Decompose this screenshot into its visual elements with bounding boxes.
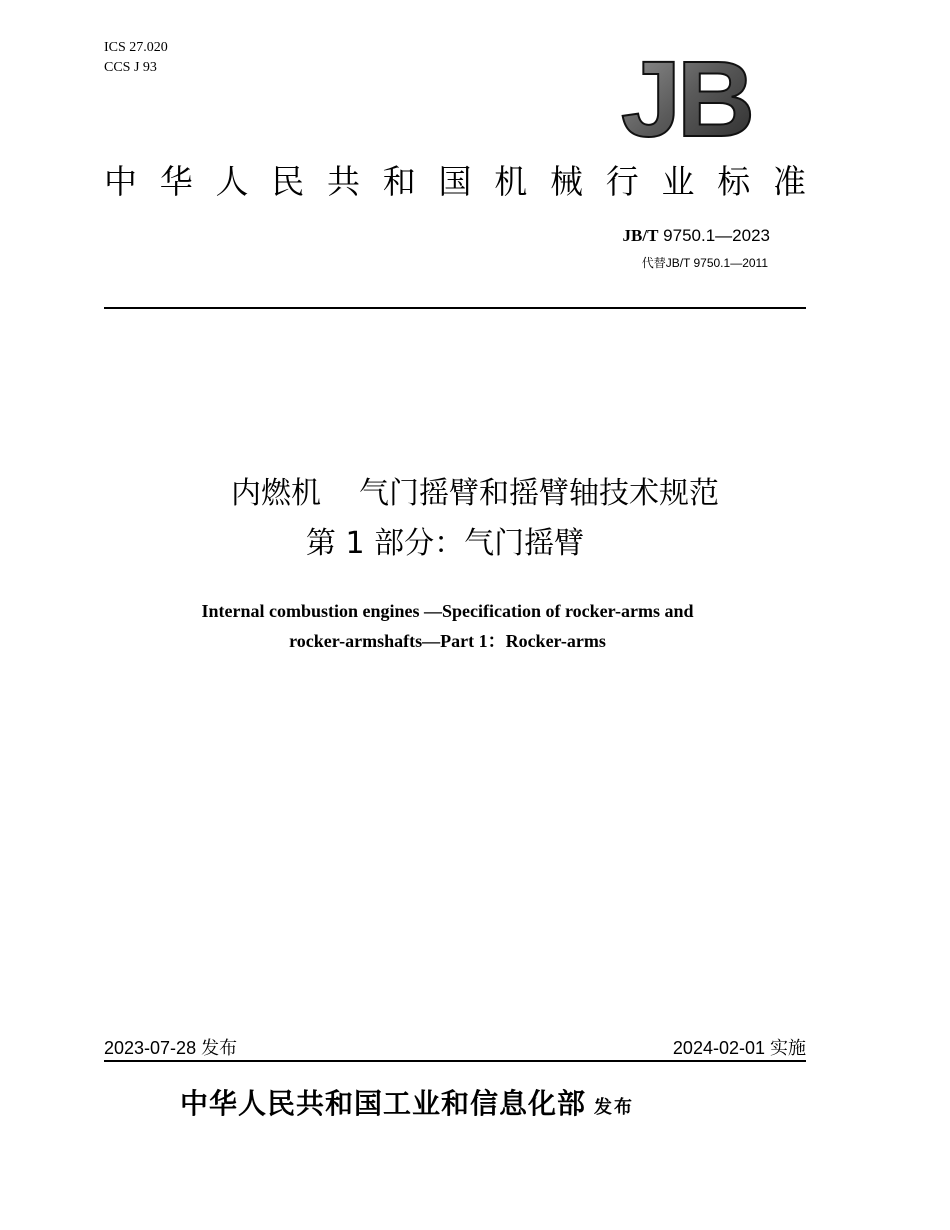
category-char: 民 [271,162,305,201]
classification-codes [104,38,168,78]
title-cn-subject: 内燃机 [231,476,321,511]
jb-logo [604,46,764,146]
title-cn-topic: 气门摇臂和摇臂轴技术规范 [359,476,719,511]
standard-prefix: JB/T [622,226,659,245]
category-char: 准 [773,162,806,201]
top-divider [104,307,806,309]
category-char: 标 [717,162,751,201]
publisher [180,1084,634,1128]
category-char: 行 [605,162,639,201]
category-char: 机 [494,162,528,201]
publisher-name: 中华人民共和国工业和信息化部 [180,1087,587,1120]
category-char: 和 [382,162,416,201]
title-en-line1: Internal combustion engines —Specification of rocker-arms and [201,601,694,621]
bottom-divider [104,1060,806,1062]
ccs-code: CCS J 93 [104,60,157,75]
standard-category [104,160,806,204]
svg-text:JB: JB [620,46,752,146]
category-char: 业 [661,162,695,201]
publisher-suffix: 发布 [594,1097,635,1118]
title-cn-line1 [0,472,950,516]
category-char: 共 [327,162,360,201]
category-char: 人 [215,162,249,201]
title-en [0,596,895,656]
publish-date: 2023-07-28 发布 [104,1038,238,1058]
implement-date: 2024-02-01 实施 [672,1038,806,1058]
standard-number [623,226,770,246]
title-en-line2: rocker-armshafts—Part 1：Rocker-arms [289,631,606,651]
title-cn-line2: 第 1 部分：气门摇臂 [305,526,585,561]
category-char: 械 [550,162,583,201]
category-char: 华 [159,162,193,201]
standard-code: 9750.1—2023 [663,226,770,245]
ics-code: ICS 27.020 [104,40,168,55]
category-char: 国 [438,162,472,201]
category-char: 中 [104,162,137,201]
replaces-standard: 代替JB/T 9750.1—2011 [641,256,768,270]
